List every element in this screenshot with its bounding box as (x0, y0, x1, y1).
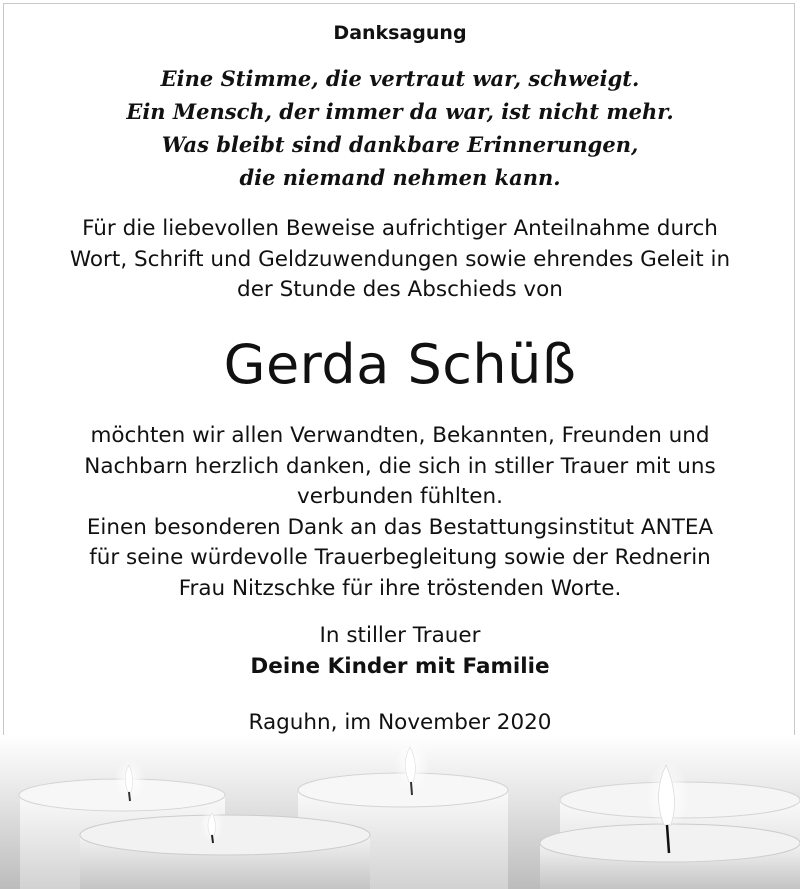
memorial-poem (0, 62, 800, 194)
closing-block (0, 621, 800, 682)
intro-line: Wort, Schrift und Geldzuwendungen sowie ehrendes Geleit in (69, 246, 731, 272)
closing-line: In stiller Trauer (319, 623, 481, 648)
thanks-line: verbunden fühlten. (297, 484, 503, 509)
place-date: Raguhn, im November 2020 (248, 710, 552, 735)
thanks-line: möchten wir allen Verwandten, Bekannten, Freunden und (90, 423, 710, 448)
thanks-line: Einen besonderen Dank an das Bestattungsinstitut ANTEA (86, 514, 714, 540)
intro-line: Für die liebevollen Beweise aufrichtiger Anteilnahme durch (82, 216, 718, 241)
deceased-name: Gerda Schüß (223, 333, 577, 396)
candles-image (0, 735, 800, 889)
intro-paragraph (0, 214, 800, 306)
poem-line: Ein Mensch, der immer da war, ist nicht mehr. (126, 99, 674, 124)
thanks-paragraph (0, 421, 800, 604)
thanks-line: für seine würdevolle Trauerbegleitung sowie der Rednerin (89, 545, 711, 570)
intro-line: der Stunde des Abschieds von (237, 277, 563, 302)
poem-line: die niemand nehmen kann. (239, 165, 561, 190)
poem-line: Eine Stimme, die vertraut war, schweigt. (160, 66, 640, 91)
family-signoff: Deine Kinder mit Familie (250, 653, 550, 679)
notice-heading: Danksagung (333, 22, 467, 44)
thanks-line: Nachbarn herzlich danken, die sich in stiller Trauer mit uns (84, 453, 716, 479)
poem-line: Was bleibt sind dankbare Erinnerungen, (161, 132, 639, 157)
thanks-line: Frau Nitzschke für ihre tröstenden Worte. (178, 575, 622, 601)
